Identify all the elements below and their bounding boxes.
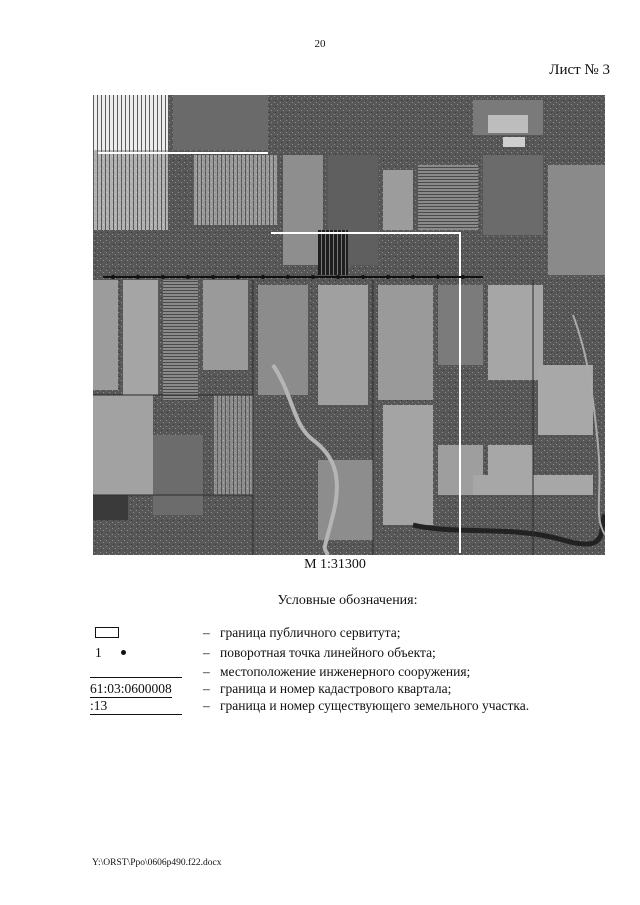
point-number: 1 <box>95 645 102 660</box>
turning-points <box>111 275 465 279</box>
field <box>173 95 268 150</box>
field <box>318 460 373 540</box>
rectangle-outline-icon <box>95 627 119 638</box>
legend-symbol <box>90 698 185 716</box>
field <box>93 280 118 390</box>
legend-text: местоположение инженерного сооружения; <box>220 664 471 679</box>
sheet-label: Лист № 3 <box>549 62 610 78</box>
page-number: 20 <box>314 38 326 50</box>
field <box>488 285 543 380</box>
legend-text: граница и номер существующего земельного участка. <box>220 698 530 713</box>
legend-text: граница публичного сервитута; <box>220 625 401 640</box>
footer-file-path: Y:\ORST\Ppo\0606p490.f22.docx <box>92 858 222 868</box>
legend-symbol <box>90 625 185 643</box>
building <box>503 137 525 147</box>
field-striped <box>193 155 278 225</box>
legend-dash: – <box>203 664 210 679</box>
field <box>153 435 203 515</box>
field <box>318 285 368 405</box>
field <box>203 280 248 370</box>
field <box>538 365 593 435</box>
legend-item-land-plot <box>0 698 640 716</box>
legend-dash: – <box>203 625 210 640</box>
field-striped <box>93 150 168 230</box>
field <box>258 285 308 395</box>
legend-text: граница и номер кадастрового квартала; <box>220 681 452 696</box>
map-image <box>93 95 605 555</box>
field <box>548 165 605 275</box>
legend-item-turning-point <box>0 645 640 663</box>
field <box>123 280 158 395</box>
legend-item-cadastral-quarter <box>0 681 640 699</box>
field <box>378 285 433 400</box>
building <box>488 115 528 133</box>
legend-item-servitude <box>0 625 640 643</box>
legend-dash: – <box>203 698 210 713</box>
field <box>213 395 253 495</box>
field <box>383 170 413 230</box>
land-plot-number: :13 <box>90 698 182 715</box>
field-striped <box>93 95 168 150</box>
field <box>418 165 478 230</box>
cadastral-quarter-number: 61:03:0600008 <box>90 681 172 696</box>
field <box>163 280 198 400</box>
legend-item-engineering-structure <box>0 664 640 682</box>
field <box>383 405 433 525</box>
field <box>93 395 153 495</box>
field-dark <box>318 230 348 275</box>
field <box>488 445 533 480</box>
legend-title: Условные обозначения: <box>277 593 418 608</box>
field <box>483 155 543 235</box>
dot-icon <box>121 650 126 655</box>
line-icon <box>90 677 182 678</box>
map-scale: М 1:31300 <box>304 557 366 572</box>
legend-dash: – <box>203 681 210 696</box>
field <box>283 155 323 265</box>
field-dark <box>93 495 128 520</box>
satellite-map <box>93 95 605 555</box>
legend-symbol <box>90 645 185 663</box>
legend-symbol <box>90 664 185 682</box>
legend-text: поворотная точка линейного объекта; <box>220 645 436 660</box>
legend-dash: – <box>203 645 210 660</box>
legend-symbol <box>90 681 185 699</box>
